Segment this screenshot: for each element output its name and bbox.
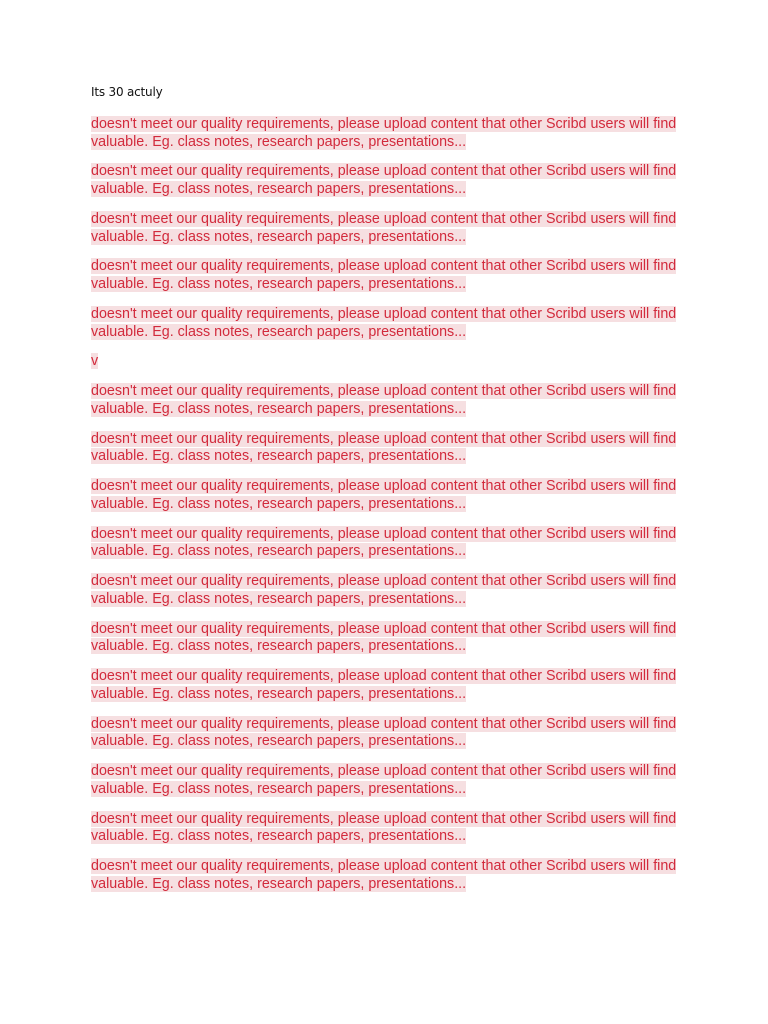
blocked-paragraph xyxy=(91,163,691,198)
blocked-text: doesn't meet our quality requirements, please upload content that other Scribd users will find valuable. Eg. class notes, research papers, presentations... xyxy=(91,858,677,892)
blocked-paragraph xyxy=(91,668,691,703)
blocked-text: doesn't meet our quality requirements, please upload content that other Scribd users will find valuable. Eg. class notes, research papers, presentations... xyxy=(91,258,677,293)
blocked-text: doesn't meet our quality requirements, please upload content that other Scribd users will find valuable. Eg. class notes, research papers, presentations... xyxy=(91,620,677,655)
blocked-text: doesn't meet our quality requirements, please upload content that other Scribd users will find valuable. Eg. class notes, research papers, presentations... xyxy=(91,163,677,198)
page-heading: Its 30 actuly xyxy=(91,85,163,99)
blocked-text: doesn't meet our quality requirements, please upload content that other Scribd users will find valuable. Eg. class notes, research papers, presentations... xyxy=(91,116,677,150)
blocked-text: doesn't meet our quality requirements, please upload content that other Scribd users will find valuable. Eg. class notes, research papers, presentations... xyxy=(91,715,677,750)
blocked-text: doesn't meet our quality requirements, please upload content that other Scribd users will find valuable. Eg. class notes, research papers, presentations... xyxy=(91,478,677,512)
blocked-paragraph xyxy=(91,116,691,151)
blocked-text: doesn't meet our quality requirements, please upload content that other Scribd users will find valuable. Eg. class notes, research papers, presentations... xyxy=(91,763,677,797)
blocked-text: doesn't meet our quality requirements, please upload content that other Scribd users will find valuable. Eg. class notes, research papers, presentations... xyxy=(91,810,677,845)
blocked-paragraph xyxy=(91,306,691,341)
blocked-paragraph xyxy=(91,431,691,466)
blocked-text: doesn't meet our quality requirements, please upload content that other Scribd users will find valuable. Eg. class notes, research papers, presentations... xyxy=(91,210,677,245)
blocked-paragraph xyxy=(91,858,691,893)
blocked-paragraph xyxy=(91,621,691,656)
blocked-text: doesn't meet our quality requirements, please upload content that other Scribd users will find valuable. Eg. class notes, research papers, presentations... xyxy=(91,525,677,560)
blocked-paragraph xyxy=(91,573,691,608)
blocked-paragraph xyxy=(91,763,691,798)
paragraph-list xyxy=(91,116,691,906)
blocked-text: doesn't meet our quality requirements, please upload content that other Scribd users will find valuable. Eg. class notes, research papers, presentations... xyxy=(91,573,677,607)
blocked-paragraph xyxy=(91,478,691,513)
blocked-paragraph xyxy=(91,383,691,418)
blocked-text: doesn't meet our quality requirements, please upload content that other Scribd users will find valuable. Eg. class notes, research papers, presentations... xyxy=(91,668,677,702)
blocked-paragraph xyxy=(91,811,691,846)
blocked-paragraph xyxy=(91,258,691,293)
single-char-text: v xyxy=(91,353,99,370)
blocked-text: doesn't meet our quality requirements, please upload content that other Scribd users will find valuable. Eg. class notes, research papers, presentations... xyxy=(91,383,677,417)
single-char-paragraph xyxy=(91,353,691,371)
blocked-paragraph xyxy=(91,211,691,246)
blocked-text: doesn't meet our quality requirements, please upload content that other Scribd users will find valuable. Eg. class notes, research papers, presentations... xyxy=(91,430,677,465)
blocked-paragraph xyxy=(91,526,691,561)
blocked-text: doesn't meet our quality requirements, please upload content that other Scribd users will find valuable. Eg. class notes, research papers, presentations... xyxy=(91,305,677,340)
blocked-paragraph xyxy=(91,716,691,751)
